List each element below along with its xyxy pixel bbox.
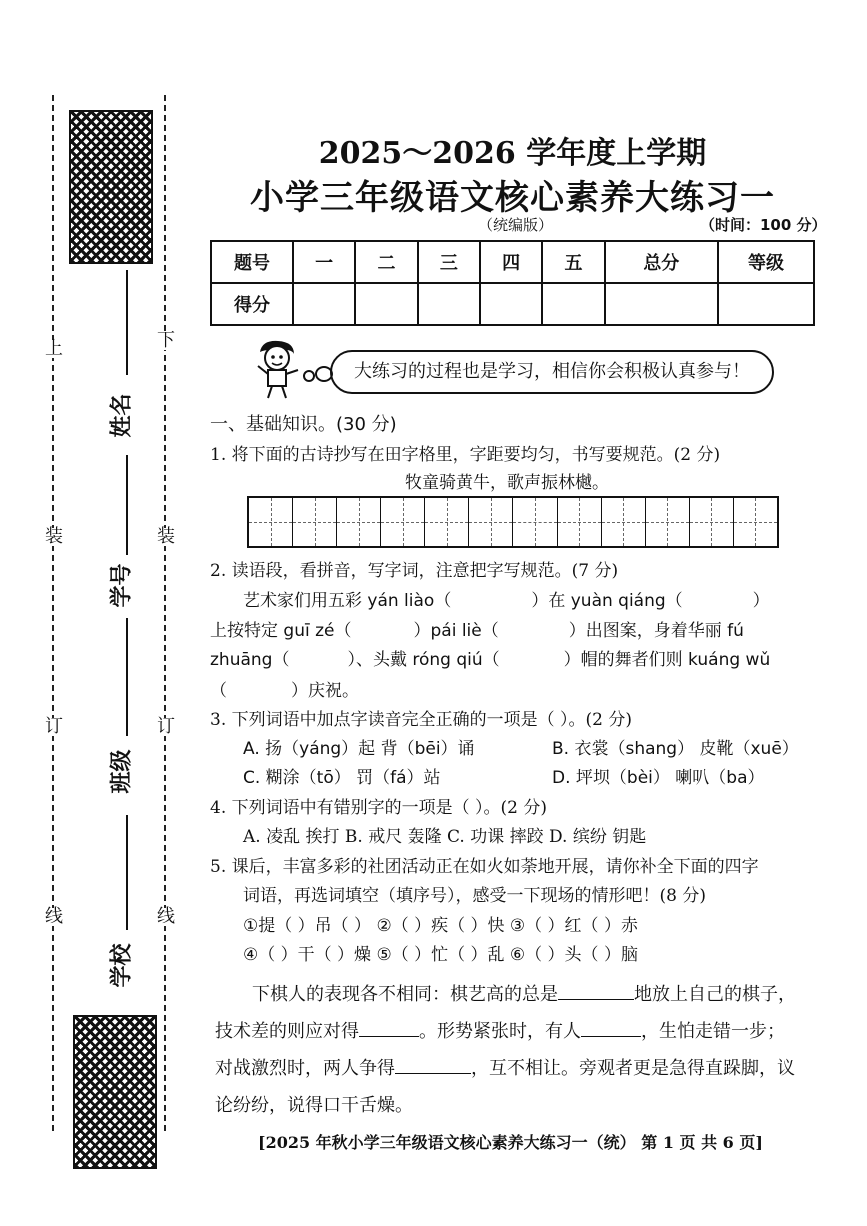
score-input-cell[interactable] <box>293 283 355 325</box>
mascot-illustration <box>248 338 308 400</box>
grid-cell[interactable] <box>293 498 337 546</box>
qr-code-top <box>69 110 153 264</box>
fill-blank-4[interactable] <box>395 1073 471 1074</box>
question-3-option-a[interactable]: A. 扬（yáng）起 背（bēi）诵 <box>243 739 475 759</box>
edition-label: （统编版） <box>478 216 554 234</box>
passage-line-3 <box>215 1054 795 1080</box>
binding-word-ding: 订 <box>45 716 63 737</box>
grid-cell[interactable] <box>558 498 602 546</box>
question-3-option-b[interactable]: B. 衣裳（shang） 皮靴（xuē） <box>552 739 799 759</box>
question-2-line-4 <box>210 676 359 701</box>
question-1-poem: 牧童骑黄牛，歌声振林樾。 <box>405 473 609 493</box>
grid-cell[interactable] <box>690 498 734 546</box>
fill-blank-2[interactable] <box>359 1036 419 1037</box>
tianzige-writing-grid[interactable] <box>247 496 779 548</box>
binding-word-zhuang: 装 <box>45 526 63 547</box>
binding-word-down: 下 <box>157 330 175 351</box>
question-2-line-1 <box>243 586 770 611</box>
score-input-cell[interactable] <box>355 283 417 325</box>
question-5-idioms-row-1[interactable]: ①提（ ）吊（ ） ②（ ）疾（ ）快 ③（ ）红（ ）赤 <box>243 916 638 936</box>
question-5-line-2: 词语，再选词填空（填序号），感受一下现场的情形吧！(8 分) <box>243 886 706 906</box>
question-2: 2. 读语段，看拼音，写字词，注意把字写规范。(7 分) <box>210 561 619 581</box>
question-2-line-2 <box>210 616 744 641</box>
question-4-options[interactable]: A. 凌乱 挨打 B. 戒尺 轰隆 C. 功课 摔跤 D. 缤纷 钥匙 <box>243 827 647 847</box>
grid-cell[interactable] <box>734 498 777 546</box>
table-cell: 五 <box>542 241 604 283</box>
table-cell: 总分 <box>605 241 718 283</box>
text-span: ）、头戴 róng qiú（ <box>347 650 500 670</box>
grid-cell[interactable] <box>513 498 557 546</box>
text-span: ）在 yuàn qiáng（ <box>531 591 683 611</box>
name-field-label: 姓名 <box>109 393 135 438</box>
binding-word-zhuang-2: 装 <box>157 526 175 547</box>
text-span: 。形势紧张时，有人 <box>419 1021 581 1042</box>
question-4: 4. 下列词语中有错别字的一项是（ ）。(2 分) <box>210 798 548 818</box>
binding-word-up: 上 <box>45 338 63 359</box>
question-1: 1. 将下面的古诗抄写在田字格里，字距要均匀，书写要规范。(2 分) <box>210 445 721 465</box>
text-span: （ <box>210 681 227 701</box>
score-table-score-row <box>211 283 814 325</box>
text-span: ，互不相让。旁观者更是急得直跺脚，议 <box>471 1058 795 1079</box>
text-span: 下棋人的表现各不相同：棋艺高的总是 <box>252 984 558 1005</box>
text-span: zhuāng（ <box>210 650 290 670</box>
time-label: （时间：100 分） <box>700 216 827 234</box>
question-3: 3. 下列词语中加点字读音完全正确的一项是（ ）。(2 分) <box>210 710 633 730</box>
score-input-cell[interactable] <box>542 283 604 325</box>
table-cell: 一 <box>293 241 355 283</box>
text-span: ）帽的舞者们则 kuáng wǔ <box>563 650 771 670</box>
text-span: ）庆祝。 <box>291 681 359 701</box>
score-input-cell[interactable] <box>718 283 814 325</box>
score-input-cell[interactable] <box>480 283 542 325</box>
passage-line-4: 论纷纷，说得口干舌燥。 <box>215 1095 413 1116</box>
text-span: ） <box>752 591 770 611</box>
qr-code-bottom <box>73 1015 157 1169</box>
exam-title: 小学三年级语文核心素养大练习一 <box>250 178 775 218</box>
text-span: 上按特定 guī zé（ <box>210 621 352 641</box>
text-span: ）pái liè（ <box>413 621 499 641</box>
table-cell: 得分 <box>211 283 293 325</box>
table-cell: 题号 <box>211 241 293 283</box>
school-field-label: 学校 <box>109 943 135 988</box>
table-cell: 等级 <box>718 241 814 283</box>
text-span: ，生怕走错一步； <box>641 1021 785 1042</box>
encouragement-bubble: 大练习的过程也是学习，相信你会积极认真参与！ <box>330 350 774 394</box>
grid-cell[interactable] <box>469 498 513 546</box>
binding-word-xian-2: 线 <box>157 906 175 927</box>
student-id-field-line[interactable] <box>126 455 128 555</box>
question-5-line-1: 5. 课后，丰富多彩的社团活动正在如火如荼地开展，请你补全下面的四字 <box>210 857 759 877</box>
binding-word-xian: 线 <box>45 906 63 927</box>
text-span: 艺术家们用五彩 yán liào（ <box>243 591 452 611</box>
question-3-option-d[interactable]: D. 坪坝（bèi） 喇叭（ba） <box>552 768 765 788</box>
question-3-option-c[interactable]: C. 糊涂（tō） 罚（fá）站 <box>243 768 441 788</box>
grid-cell[interactable] <box>646 498 690 546</box>
table-cell: 三 <box>418 241 480 283</box>
fill-blank-1[interactable] <box>558 999 634 1000</box>
grid-cell[interactable] <box>381 498 425 546</box>
left-cut-line <box>52 95 54 1131</box>
right-cut-line <box>164 95 166 1131</box>
grid-cell[interactable] <box>249 498 293 546</box>
text-span: 地放上自己的棋子， <box>634 984 796 1005</box>
table-cell: 四 <box>480 241 542 283</box>
student-id-field-label: 学号 <box>109 563 135 608</box>
question-2-line-3 <box>210 645 770 670</box>
section1-heading: 一、基础知识。(30 分) <box>210 414 397 435</box>
question-5-idioms-row-2[interactable]: ④（ ）干（ ）燥 ⑤（ ）忙（ ）乱 ⑥（ ）头（ ）脑 <box>243 945 638 965</box>
bubble-tail-dot-small <box>303 370 315 382</box>
text-span: 技术差的则应对得 <box>215 1021 359 1042</box>
class-field-line[interactable] <box>126 618 128 736</box>
page-footer: [2025 年秋小学三年级语文核心素养大练习一（统） 第 1 页 共 6 页] <box>258 1133 763 1152</box>
fill-blank-3[interactable] <box>581 1036 641 1037</box>
grid-cell[interactable] <box>337 498 381 546</box>
grid-cell[interactable] <box>602 498 646 546</box>
score-input-cell[interactable] <box>605 283 718 325</box>
text-span: ）出图案，身着华丽 fú <box>568 621 744 641</box>
school-field-line[interactable] <box>126 815 128 930</box>
passage-line-2 <box>215 1017 785 1043</box>
class-field-label: 班级 <box>109 749 135 794</box>
passage-line-1 <box>252 980 796 1006</box>
name-field-line[interactable] <box>126 270 128 375</box>
text-span: 对战激烈时，两人争得 <box>215 1058 395 1079</box>
table-cell: 二 <box>355 241 417 283</box>
grid-cell[interactable] <box>425 498 469 546</box>
score-input-cell[interactable] <box>418 283 480 325</box>
binding-word-ding-2: 订 <box>157 716 175 737</box>
exam-year-title: 2025～2026 学年度上学期 <box>318 136 707 171</box>
score-table-header-row <box>211 241 814 283</box>
score-table <box>210 240 815 326</box>
